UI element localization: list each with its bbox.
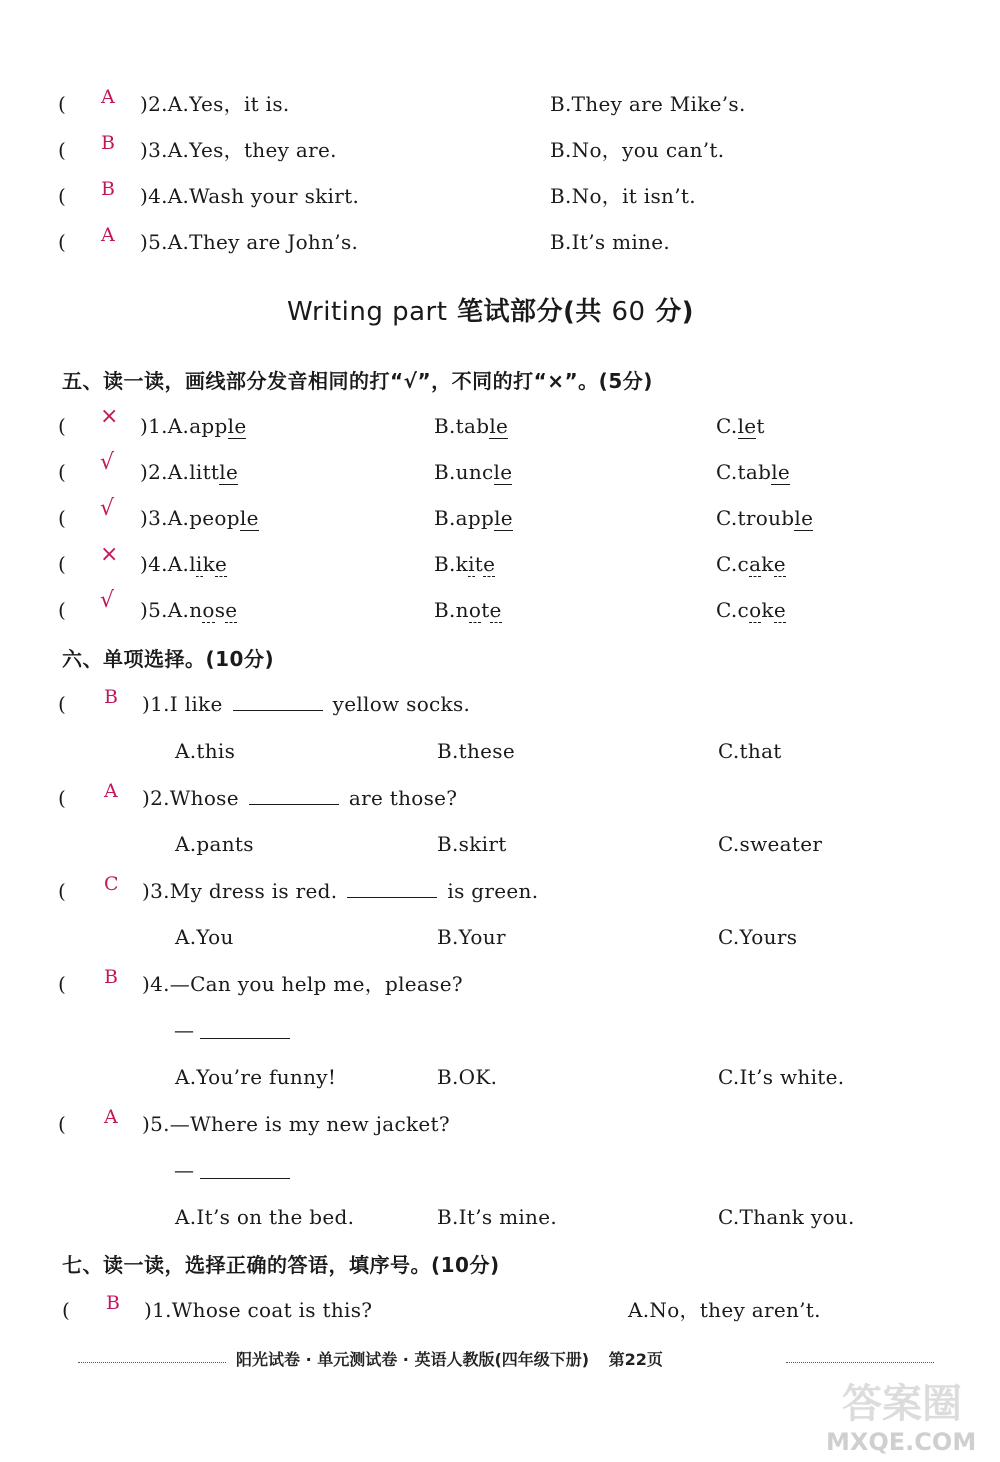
option-a: A.It’s on the bed.	[175, 1205, 355, 1229]
answer-paren-open: (	[58, 230, 66, 254]
word-part: C.c	[716, 598, 750, 622]
answer-paren-open: (	[62, 1298, 70, 1322]
word-part: l	[189, 552, 196, 576]
answer-letter: A	[104, 1106, 118, 1128]
option-a	[140, 506, 259, 530]
answer-paren-open: (	[58, 552, 66, 576]
watermark-logo: 答案圈	[842, 1381, 962, 1427]
answer-paren-open: (	[58, 138, 66, 162]
section7-heading: 七、读一读，选择正确的答语，填序号。(10分)	[62, 1253, 500, 1277]
footer-title: 阳光试卷 · 单元测试卷 · 英语人教版(四年级下册)	[236, 1350, 590, 1369]
word-part: C.c	[716, 552, 750, 576]
option-c	[716, 506, 813, 530]
option-c	[716, 552, 786, 576]
word-part: t	[481, 598, 490, 622]
answer-letter: A	[101, 86, 115, 108]
word-part: k	[202, 552, 216, 576]
stem-text: )5.—Where is my new jacket?	[142, 1112, 450, 1136]
option-c: C.sweater	[718, 832, 823, 856]
underlined-letters: le	[489, 414, 509, 438]
question-stem: )5.A.They are John’s.	[140, 230, 359, 254]
word-part: t	[474, 552, 484, 576]
cross-mark-icon: ×	[100, 542, 119, 567]
word-part: n	[189, 598, 203, 622]
stem-text: )4.—Can you help me，please?	[142, 972, 463, 996]
cross-mark-icon: ×	[100, 404, 119, 429]
answer-letter: B	[104, 966, 118, 988]
option-a: A.You’re funny!	[175, 1065, 337, 1089]
answer-paren-open: (	[58, 879, 66, 903]
writing-title-en: Writing part	[287, 297, 448, 327]
underlined-letters: e	[773, 552, 786, 576]
option-b: B.No，you can’t.	[550, 138, 725, 162]
answer-blank[interactable]	[347, 879, 437, 898]
option-c: C.Yours	[718, 925, 798, 949]
underlined-letters: le	[227, 414, 247, 438]
stem-text: )1.I like	[142, 692, 223, 716]
underlined-letters: i	[468, 552, 475, 576]
footer-rule-right	[786, 1362, 934, 1363]
reply-dash: —	[174, 1018, 195, 1042]
underlined-letters: o	[468, 598, 482, 622]
answer-paren-open: (	[58, 972, 66, 996]
underlined-letters: le	[493, 460, 513, 484]
answer-letter: B	[101, 132, 115, 154]
word-part: t	[756, 414, 765, 438]
underlined-letters: e	[225, 598, 238, 622]
question-stem: )4.A.Wash your skirt.	[140, 184, 360, 208]
footer-rule-left	[78, 1362, 226, 1363]
word-part: k	[761, 552, 774, 576]
stem-text: )3.My dress is red.	[142, 879, 338, 903]
question-stem: )2.A.Yes，it is.	[140, 92, 290, 116]
stem-text-after: are those?	[348, 786, 458, 810]
option-c	[716, 414, 765, 438]
option-c: C.It’s white.	[718, 1065, 845, 1089]
option-a	[140, 598, 237, 622]
question-stem: )3.A.Yes，they are.	[140, 138, 337, 162]
word-part: C.	[716, 414, 738, 438]
option-a-num: )4.A.	[140, 552, 190, 576]
answer-paren-open: (	[58, 506, 66, 530]
word-part: s	[214, 598, 226, 622]
writing-part-title	[287, 296, 694, 328]
underlined-letters: le	[219, 460, 239, 484]
word-part: C.troub	[716, 506, 795, 530]
word-part: k	[761, 598, 774, 622]
writing-title-unit: 分)	[655, 297, 695, 327]
section6-heading: 六、单项选择。(10分)	[62, 647, 275, 671]
reply-blank[interactable]	[200, 1178, 290, 1179]
option-b: B.They are Mike’s.	[550, 92, 746, 116]
writing-title-zh: 笔试部分(共	[457, 297, 602, 327]
underlined-letters: le	[794, 506, 814, 530]
writing-title-score: 60	[611, 297, 646, 327]
underlined-letters: i	[195, 552, 203, 576]
underlined-letters: o	[749, 598, 762, 622]
option-a: A.this	[175, 739, 236, 763]
footer-page: 第22页	[608, 1350, 663, 1369]
answer-paren-open: (	[58, 414, 66, 438]
word-part: B.tab	[434, 414, 490, 438]
word-part: C.tab	[716, 460, 772, 484]
option-b	[434, 414, 508, 438]
answer-paren-open: (	[58, 460, 66, 484]
check-mark-icon: √	[100, 588, 115, 613]
option-c: C.that	[718, 739, 782, 763]
option-a	[140, 414, 246, 438]
answer-paren-open: (	[58, 1112, 66, 1136]
check-mark-icon: √	[100, 496, 115, 521]
word-part: app	[189, 414, 228, 438]
question-stem	[142, 692, 470, 716]
option-b: B.It’s mine.	[437, 1205, 558, 1229]
option-c	[716, 598, 786, 622]
underlined-letters: a	[749, 552, 762, 576]
underlined-letters: le	[771, 460, 791, 484]
option-b: B.Your	[437, 925, 506, 949]
word-part: B.k	[434, 552, 469, 576]
option-a: A.You	[175, 925, 234, 949]
option-b	[434, 460, 512, 484]
question-stem	[142, 972, 463, 996]
option-b	[434, 506, 513, 530]
answer-letter: C	[104, 873, 119, 895]
option-b: B.It’s mine.	[550, 230, 671, 254]
stem-text-after: is green.	[447, 879, 539, 903]
word-part: B.app	[434, 506, 495, 530]
question-stem: )1.Whose coat is this?	[144, 1298, 373, 1322]
answer-letter: B	[104, 686, 118, 708]
answer-paren-open: (	[58, 598, 66, 622]
underlined-letters: e	[483, 552, 496, 576]
underlined-letters: le	[737, 414, 757, 438]
option-b: B.OK.	[437, 1065, 498, 1089]
underlined-letters: le	[494, 506, 513, 530]
option-a	[140, 552, 227, 576]
option-a: A.No，they aren’t.	[628, 1298, 821, 1322]
option-a-num: )2.A.	[140, 460, 190, 484]
answer-paren-open: (	[58, 92, 66, 116]
option-b	[434, 552, 495, 576]
option-c	[716, 460, 790, 484]
section5-heading: 五、读一读，画线部分发音相同的打“√”，不同的打“×”。(5分)	[62, 369, 653, 393]
stem-text: )2.Whose	[142, 786, 239, 810]
answer-paren-open: (	[58, 184, 66, 208]
word-part: peop	[189, 506, 240, 530]
option-b: B.skirt	[437, 832, 507, 856]
option-b: B.No，it isn’t.	[550, 184, 696, 208]
option-c: C.Thank you.	[718, 1205, 855, 1229]
option-a	[140, 460, 238, 484]
underlined-letters: e	[489, 598, 502, 622]
answer-letter: B	[101, 178, 115, 200]
option-a: A.pants	[175, 832, 254, 856]
footer-text	[236, 1350, 663, 1370]
question-stem	[142, 786, 457, 810]
reply-dash: —	[174, 1158, 195, 1182]
answer-letter: B	[106, 1292, 120, 1314]
underlined-letters: o	[202, 598, 215, 622]
option-a-num: )1.A.	[140, 414, 190, 438]
watermark-site: MXQE.COM	[826, 1428, 977, 1456]
option-a-num: )5.A.	[140, 598, 190, 622]
answer-letter: A	[104, 780, 118, 802]
underlined-letters: e	[773, 598, 786, 622]
word-part: B.unc	[434, 460, 494, 484]
answer-letter: A	[101, 224, 115, 246]
question-stem	[142, 879, 538, 903]
answer-blank[interactable]	[249, 786, 339, 805]
question-stem	[142, 1112, 450, 1136]
underlined-letters: e	[215, 552, 228, 576]
reply-blank[interactable]	[200, 1038, 290, 1039]
check-mark-icon: √	[100, 450, 115, 475]
option-b: B.these	[437, 739, 516, 763]
option-a-num: )3.A.	[140, 506, 190, 530]
stem-text-after: yellow socks.	[332, 692, 471, 716]
option-b	[434, 598, 502, 622]
word-part: litt	[189, 460, 220, 484]
answer-blank[interactable]	[233, 692, 323, 711]
answer-paren-open: (	[58, 786, 66, 810]
word-part: B.n	[434, 598, 469, 622]
answer-paren-open: (	[58, 692, 66, 716]
underlined-letters: le	[239, 506, 259, 530]
